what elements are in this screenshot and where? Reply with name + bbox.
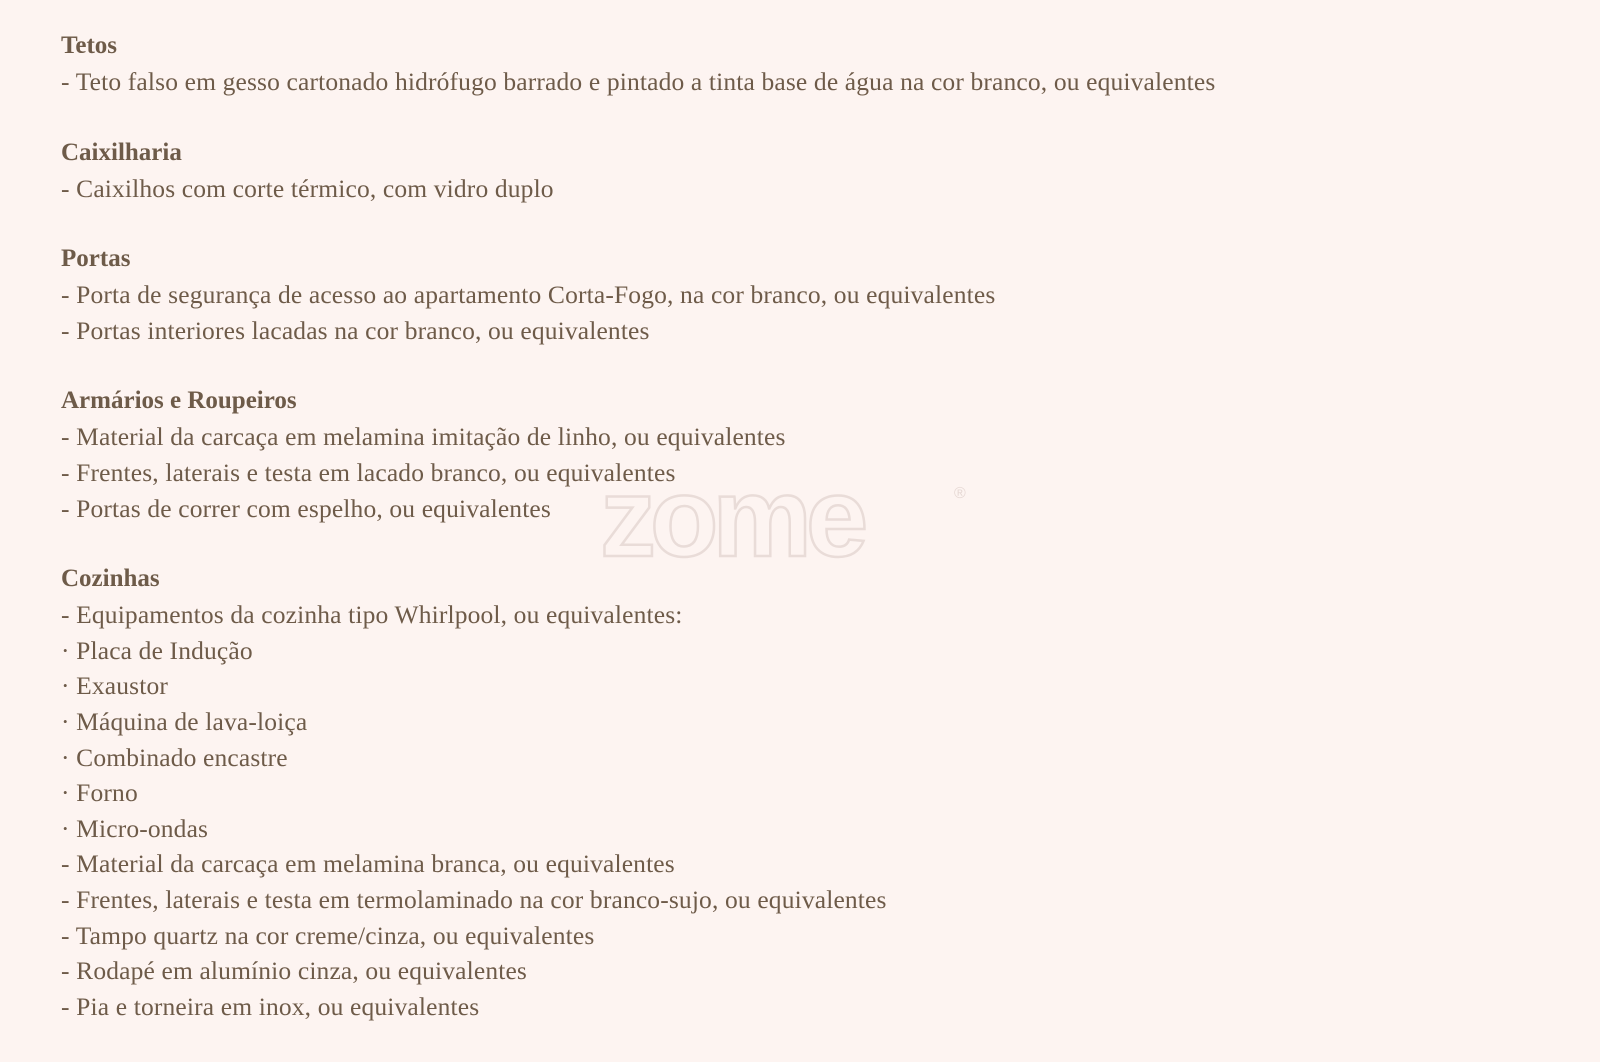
spec-line: - Porta de segurança de acesso ao apartamento Corta-Fogo, na cor branco, ou equivalentes (61, 280, 996, 310)
spec-line: - Pia e torneira em inox, ou equivalentes (61, 991, 480, 1021)
spec-line: - Material da carcaça em melamina imitação de linho, ou equivalentes (61, 422, 786, 452)
section-heading: Caixilharia (61, 138, 182, 166)
section-caixilharia (61, 135, 1561, 207)
section-cozinhas (61, 561, 1561, 1024)
section-heading: Portas (61, 245, 131, 273)
spec-sub-item: · Placa de Indução (61, 635, 253, 665)
spec-line: - Rodapé em alumínio cinza, ou equivalentes (61, 956, 528, 986)
spec-line: - Frentes, laterais e testa em lacado branco, ou equivalentes (61, 457, 676, 487)
spec-sub-item: · Micro-ondas (61, 813, 209, 843)
spec-sub-item: · Combinado encastre (61, 742, 288, 772)
spec-line: - Portas interiores lacadas na cor branco, ou equivalentes (61, 315, 650, 345)
spec-line: - Caixilhos com corte térmico, com vidro duplo (61, 173, 554, 203)
section-armarios-roupeiros (61, 383, 1561, 526)
spec-line: - Tampo quartz na cor creme/cinza, ou equivalentes (61, 920, 595, 950)
spec-line: - Frentes, laterais e testa em termolaminado na cor branco-sujo, ou equivalentes (61, 884, 887, 914)
spec-line: - Teto falso em gesso cartonado hidrófugo barrado e pintado a tinta base de água na cor branco, ou equivalentes (61, 67, 1216, 96)
spec-sub-item: · Máquina de lava-loiça (61, 706, 308, 736)
spec-line: - Portas de correr com espelho, ou equivalentes (61, 493, 551, 523)
section-portas (61, 241, 1561, 348)
watermark-text: zome (600, 470, 863, 570)
document-body (61, 28, 1561, 1059)
spec-sub-item: · Exaustor (61, 671, 169, 701)
spec-sub-item: · Forno (61, 778, 138, 808)
section-heading: Cozinhas (61, 565, 160, 593)
registered-mark: ® (954, 485, 966, 502)
section-heading: Armários e Roupeiros (61, 387, 297, 415)
spec-line: - Material da carcaça em melamina branca, ou equivalentes (61, 849, 675, 879)
section-tetos (61, 28, 1561, 100)
spec-line: - Equipamentos da cozinha tipo Whirlpool, ou equivalentes: (61, 600, 683, 630)
section-heading: Tetos (61, 32, 118, 59)
